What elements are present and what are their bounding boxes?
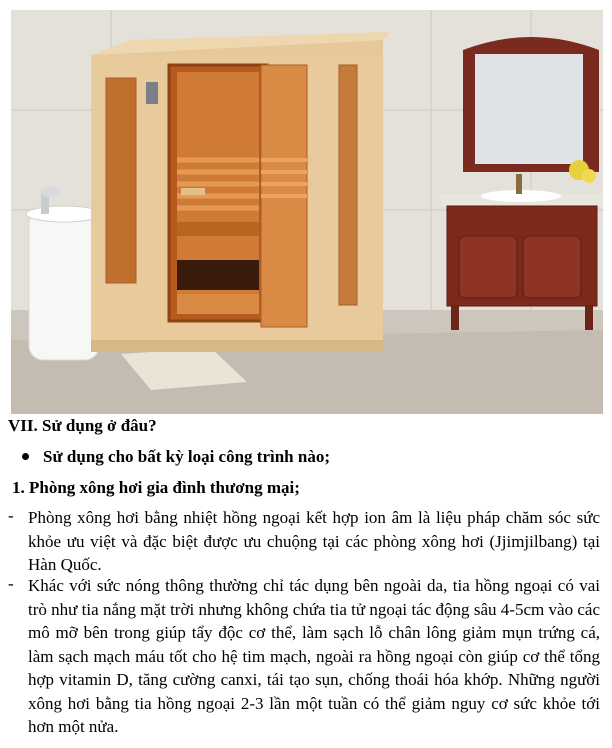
paragraph-2: Khác với sức nóng thông thường chỉ tác dụng bên ngoài da, tia hồng ngoại có vai trò như tia nắng mặt trời nhưng không chứa tia tử ngoại tác động sâu 4-5cm vào các mô mỡ bên trong giúp tẩy độc cơ thể, làm sạch lỗ chân lông giảm mụn trứng cá, làm sạch mạch máu tốt cho hệ tim mạch, ngoài ra hồng ngoại còn giúp cơ thể tổng hợp vitamin D, tăng cường canxi, tái tạo sụn, chống thoái hóa khớp. Những người xông hơi bằng tia hồng ngoại 2-3 lần một tuần có thể giảm nguy cơ sức khỏe tới hơn một nửa. xyxy=(28,576,600,736)
bullet-item xyxy=(22,446,612,468)
section-heading: VII. Sử dụng ở đâu? xyxy=(8,416,157,435)
paragraph-marker: - xyxy=(8,574,14,593)
bullet-dot-icon xyxy=(22,453,29,460)
sauna-photo xyxy=(11,10,603,414)
bullet-text: Sử dụng cho bất kỳ loại công trình nào; xyxy=(43,447,330,466)
paragraph-1: Phòng xông hơi bằng nhiệt hồng ngoại kết hợp ion âm là liệu pháp chăm sóc sức khỏe ưu việt và đặc biệt được ưu chuộng tại các phòng xông hơi (Jjimjilbang) tại Hàn Quốc. xyxy=(28,508,600,574)
paragraph-marker: - xyxy=(8,506,14,525)
subheading: 1. Phòng xông hơi gia đình thương mại; xyxy=(12,478,300,497)
